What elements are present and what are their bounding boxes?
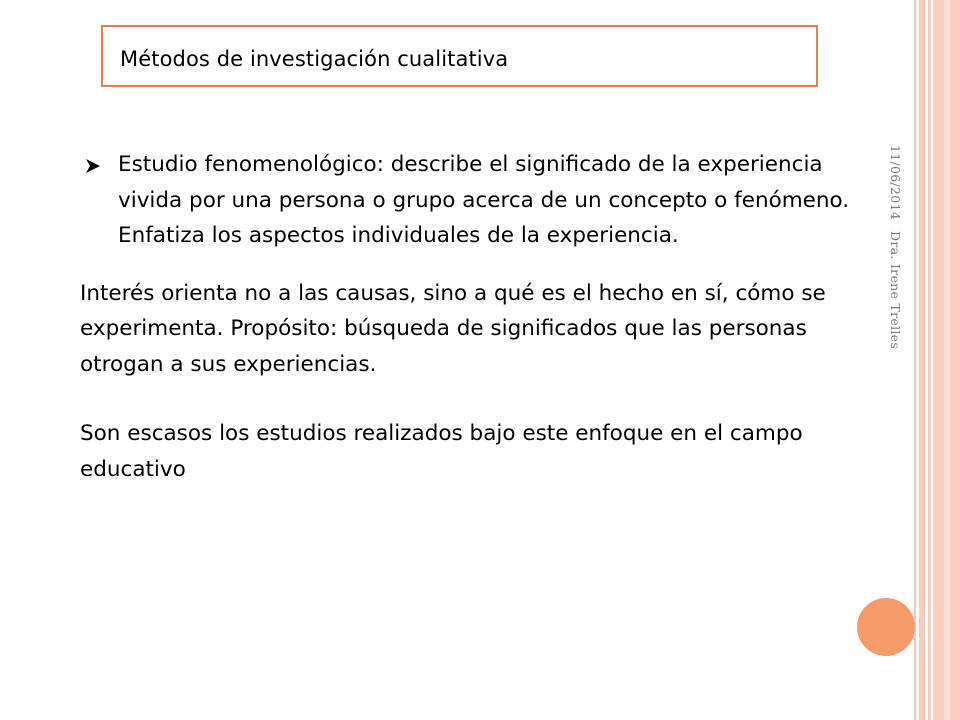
decorative-stripe (944, 0, 950, 720)
bullet-item (80, 147, 880, 254)
paragraph-scarcity: Son escasos los estudios realizados bajo este enfoque en el campo educativo (80, 421, 803, 482)
decorative-stripe (928, 0, 931, 720)
title-box (101, 25, 818, 87)
slide-title: Métodos de investigación cualitativa (120, 47, 509, 71)
slide-content (80, 147, 880, 487)
decorative-stripe (919, 0, 925, 720)
decorative-stripe (914, 0, 916, 720)
footer-vertical (888, 145, 903, 349)
slide-author: Dra. Irene Trelles (888, 231, 903, 350)
paragraph-purpose: Interés orienta no a las causas, sino a qué es el hecho en sí, cómo se experimenta. Propósito: búsqueda de significados que las personas otrogan a sus experiencias. (80, 280, 826, 377)
decorative-circle (857, 598, 915, 656)
bullet-text: Estudio fenomenológico: describe el significado de la experiencia vivida por una persona o grupo acerca de un concepto o fenómeno. Enfatiza los aspectos individuales de la experiencia. (118, 152, 850, 248)
slide-date: 11/06/2014 (888, 145, 903, 221)
arrow-bullet-icon (85, 158, 101, 174)
